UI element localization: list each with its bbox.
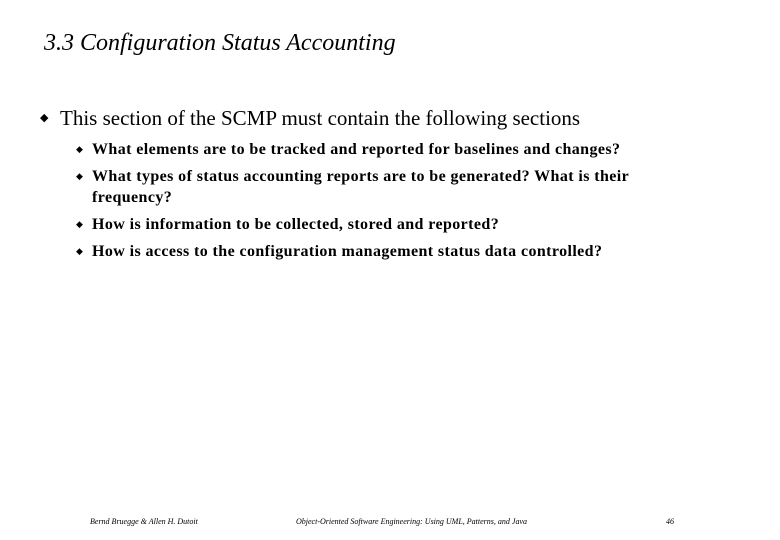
sub-bullet-text: How is information to be collected, stored and reported? [92,216,500,233]
sub-bullet-text: What elements are to be tracked and reported for baselines and changes? [92,141,621,158]
small-diamond-bullet-icon: ◆ [76,219,84,229]
footer-book-title: Object-Oriented Software Engineering: Using UML, Patterns, and Java [296,517,527,526]
small-diamond-bullet-icon: ◆ [76,246,84,256]
main-bullet-text: This section of the SCMP must contain the following sections [60,106,581,130]
sub-bullet-text: How is access to the configuration management status data controlled? [92,243,603,260]
small-diamond-bullet-icon: ◆ [76,171,84,181]
slide-title: 3.3 Configuration Status Accounting [44,30,396,56]
sub-bullet-text: What types of status accounting reports are to be generated? What is their frequency? [92,168,629,206]
list-item [76,139,696,160]
footer-page-number: 46 [666,517,674,526]
main-bullet-row [40,104,580,132]
list-item [76,166,696,208]
list-item [76,241,696,262]
footer-authors: Bernd Bruegge & Allen H. Dutoit [90,517,198,526]
small-diamond-bullet-icon: ◆ [76,144,84,154]
sub-bullet-list [76,139,696,268]
list-item [76,214,696,235]
diamond-bullet-icon: ◆ [40,112,49,124]
